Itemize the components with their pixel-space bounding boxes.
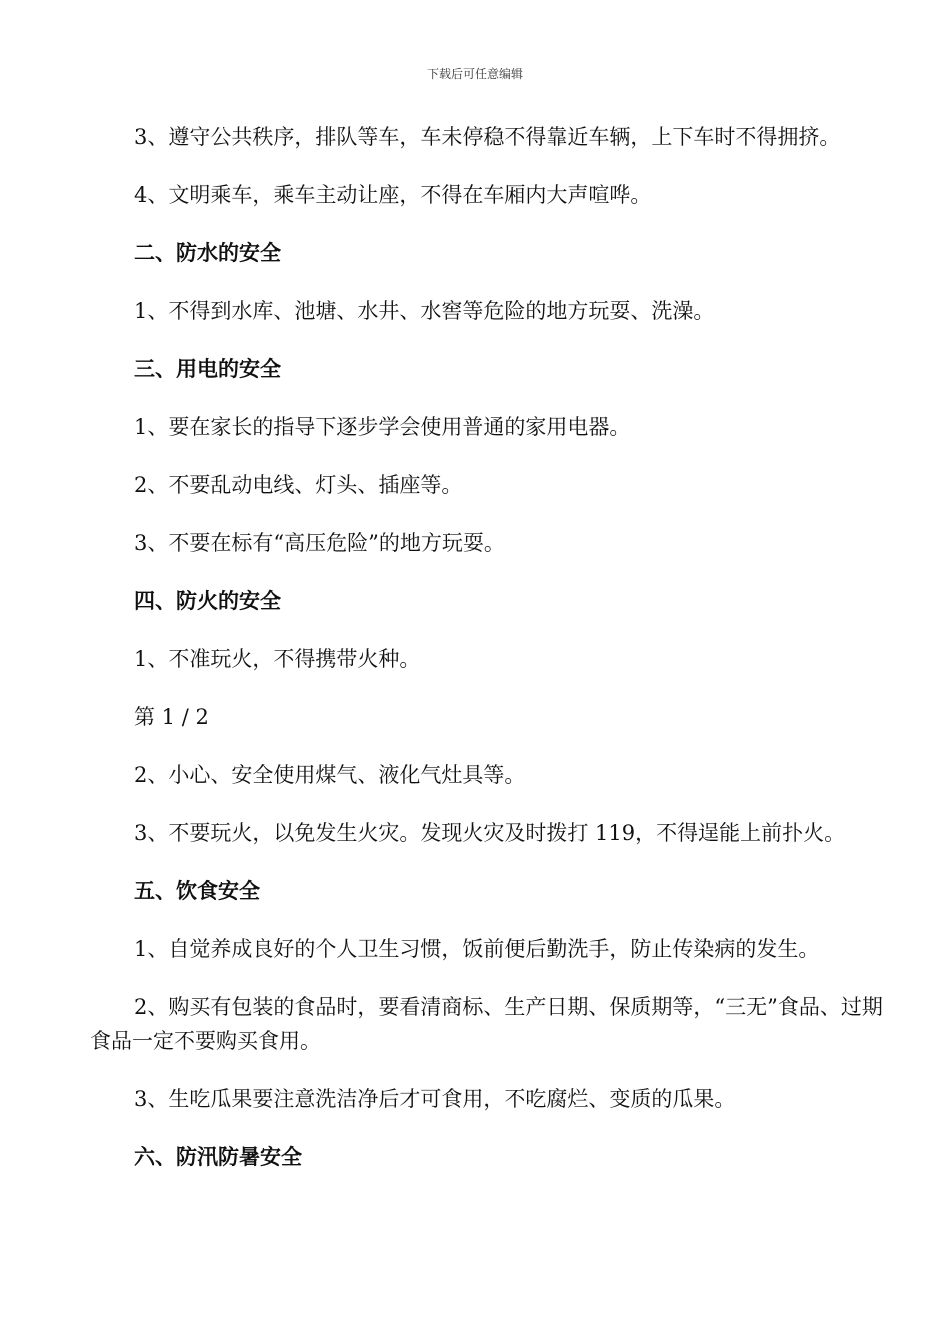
document-body <box>90 120 890 1198</box>
section-heading-water: 二、防水的安全 <box>134 240 281 265</box>
paragraph-fire-1: 1、不准玩火，不得携带火种。 <box>134 647 421 671</box>
paragraph-food-2: 2、购买有包装的食品时，要看清商标、生产日期、保质期等，“三无”食品、过期食品一定不要购买食用。 <box>90 995 883 1053</box>
paragraph-water-1: 1、不得到水库、池塘、水井、水窖等危险的地方玩耍、洗澡。 <box>134 299 715 323</box>
paragraph-food-1: 1、自觉养成良好的个人卫生习惯，饭前便后勤洗手，防止传染病的发生。 <box>134 937 820 961</box>
section-heading-food: 五、饮食安全 <box>134 878 260 903</box>
paragraph-fire-2: 2、小心、安全使用煤气、液化气灶具等。 <box>134 763 526 787</box>
page-number: 第 1 / 2 <box>134 705 209 729</box>
page-header: 下载后可任意编辑 <box>426 67 523 81</box>
paragraph-civil-riding: 4、文明乘车，乘车主动让座，不得在车厢内大声喧哗。 <box>134 183 652 207</box>
section-heading-electric: 三、用电的安全 <box>134 356 281 381</box>
paragraph-bus-order: 3、遵守公共秩序，排队等车，车未停稳不得靠近车辆，上下车时不得拥挤。 <box>134 125 841 149</box>
paragraph-food-3: 3、生吃瓜果要注意洗洁净后才可食用，不吃腐烂、变质的瓜果。 <box>134 1087 736 1111</box>
paragraph-electric-3: 3、不要在标有“高压危险”的地方玩耍。 <box>134 531 505 555</box>
paragraph-electric-1: 1、要在家长的指导下逐步学会使用普通的家用电器。 <box>134 415 631 439</box>
paragraph-electric-2: 2、不要乱动电线、灯头、插座等。 <box>134 473 463 497</box>
section-heading-flood-heat: 六、防汛防暑安全 <box>134 1144 302 1169</box>
section-heading-fire: 四、防火的安全 <box>134 588 281 613</box>
paragraph-fire-3: 3、不要玩火，以免发生火灾。发现火灾及时拨打 119，不得逞能上前扑火。 <box>134 821 846 845</box>
